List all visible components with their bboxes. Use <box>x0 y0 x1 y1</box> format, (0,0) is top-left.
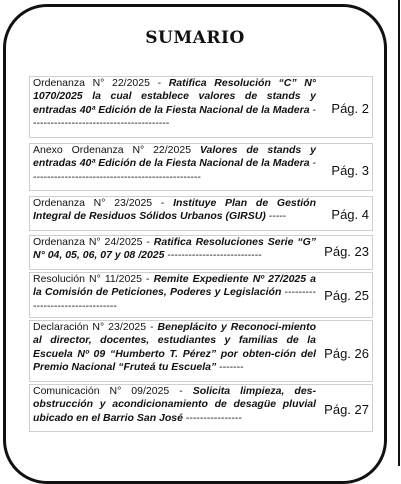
summary-entry[interactable] <box>29 143 373 191</box>
entry-label: Ordenanza N° 24/2025 - <box>33 236 154 248</box>
summary-entry[interactable] <box>29 76 373 138</box>
summary-title: SUMARIO <box>145 28 245 48</box>
summary-entry[interactable] <box>29 235 373 270</box>
entry-label: Anexo Ordenanza N° 22/2025 <box>33 144 200 156</box>
entry-description: Ratifica Resolución “C” N° 1070/2025 la cual establece valores de stands y entradas 40ª Edición de la Fiesta Nacional de la Madera <box>33 77 316 116</box>
summary-entry[interactable] <box>29 320 373 382</box>
entry-leader: ------- <box>216 360 244 373</box>
entry-page: Pág. 2 <box>331 101 369 116</box>
entry-description: Solicita limpieza, des-obstrucción y acondicionamiento de desagüe pluvial ubicado en el Barrio San José <box>33 385 316 424</box>
page-edge-rule <box>398 0 400 466</box>
entry-leader: ------------------------------------------------- <box>33 157 316 183</box>
entry-page: Pág. 23 <box>324 244 369 259</box>
entry-label: Comunicación N° 09/2025 - <box>33 385 193 397</box>
entry-leader: ----- <box>265 210 287 223</box>
entry-page: Pág. 27 <box>324 402 369 417</box>
entry-leader: ---------------------------------------- <box>33 103 316 129</box>
entry-leader: --------------------------- <box>164 249 262 262</box>
summary-entry[interactable] <box>29 272 373 318</box>
entry-page: Pág. 26 <box>324 346 369 361</box>
entry-label: Resolución N° 11/2025 - <box>33 273 154 285</box>
entry-description: Beneplácito y Reconoci-miento al director, docentes, estudiantes y familias de la Escuela Nº 09 “Humberto T. Pérez” por obten-ción del Premio Nacional “Fruteá tu Escuela” <box>33 321 316 373</box>
entry-leader: --------------------------------- <box>33 286 317 312</box>
summary-entry[interactable] <box>29 196 373 231</box>
entry-label: Ordenanza N° 23/2025 - <box>33 197 174 209</box>
entry-page: Pág. 4 <box>331 207 369 222</box>
entry-description: Remite Expediente Nº 27/2025 a la Comisión de Peticiones, Poderes y Legislación <box>33 273 316 299</box>
summary-entry[interactable] <box>29 384 373 432</box>
entry-label: Ordenanza N° 22/2025 - <box>33 77 169 89</box>
entry-label: Declaración N° 23/2025 - <box>33 321 158 333</box>
entry-page: Pág. 3 <box>331 163 369 178</box>
entry-page: Pág. 25 <box>324 288 369 303</box>
entry-leader: ---------------- <box>182 411 242 424</box>
entry-description: Valores de stands y entradas 40ª Edición de la Fiesta Nacional de la Madera <box>33 144 316 170</box>
entry-description: Ratifica Resoluciones Serie “G” N° 04, 05, 06, 07 y 08 /2025 <box>33 236 316 262</box>
entry-description: Instituye Plan de Gestión Integral de Residuos Sólidos Urbanos (GIRSU) <box>33 197 316 223</box>
